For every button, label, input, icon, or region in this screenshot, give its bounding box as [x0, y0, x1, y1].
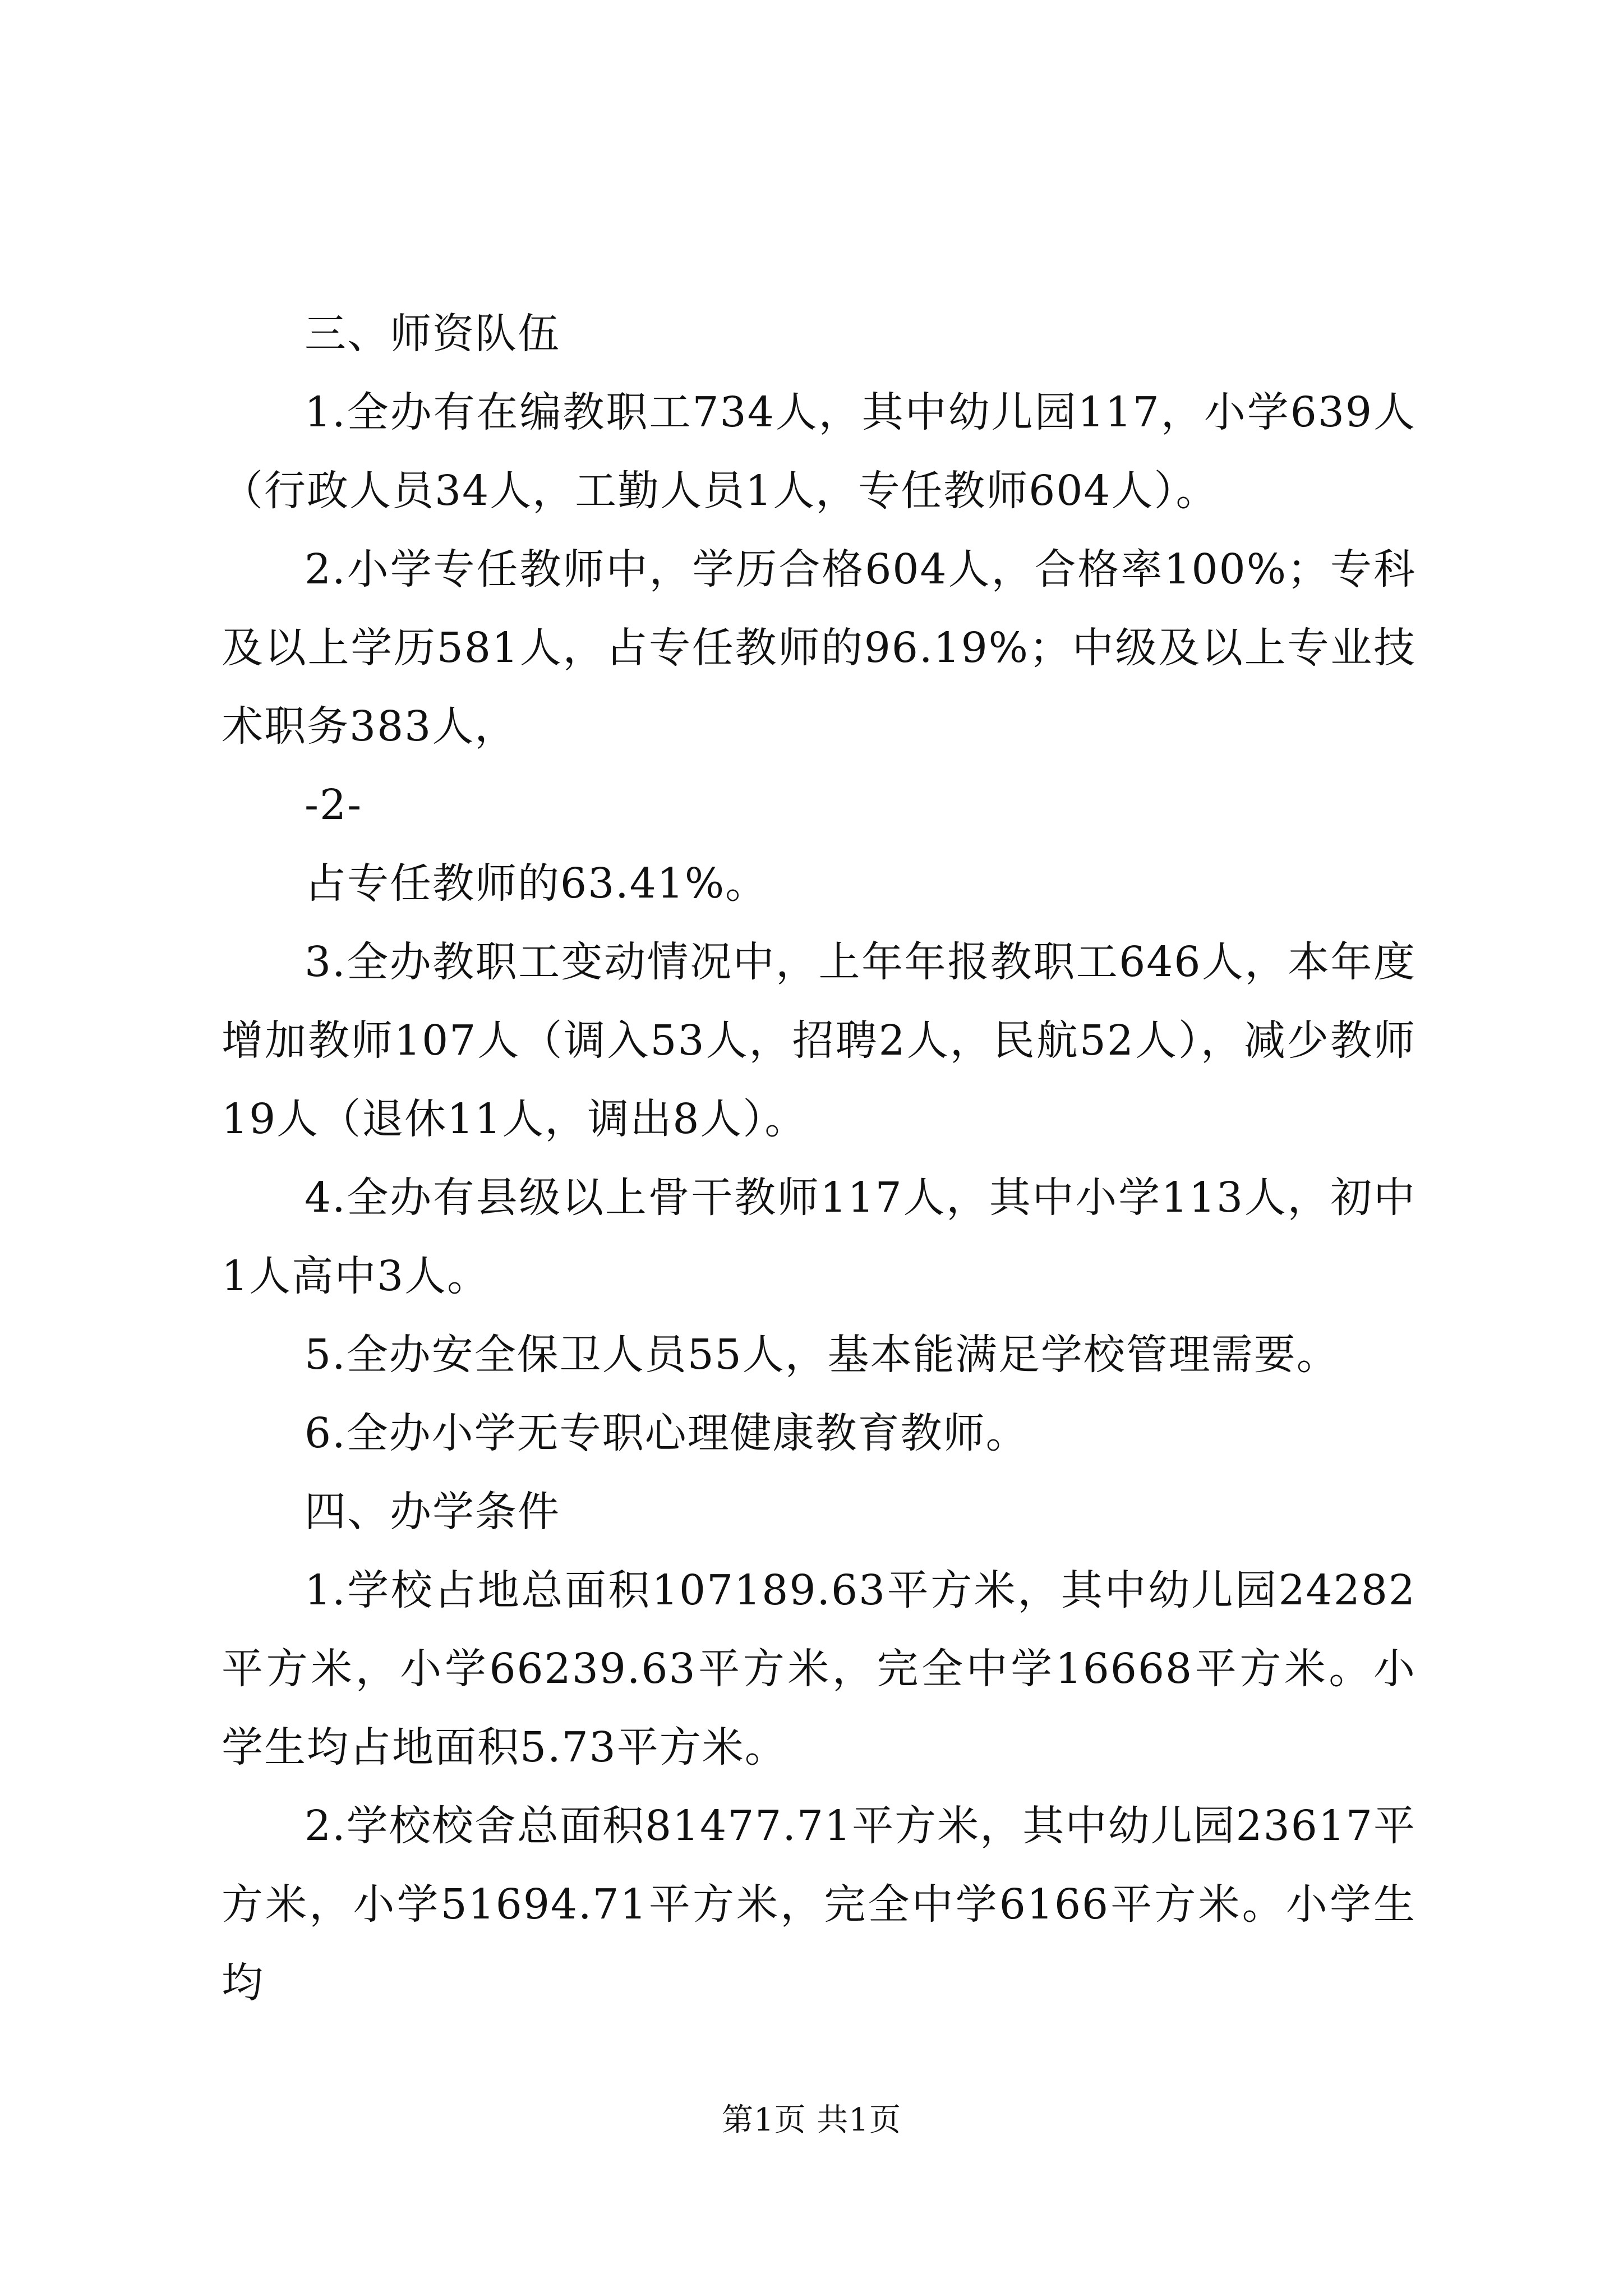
section-heading-conditions: 四、办学条件	[305, 1488, 560, 1536]
paragraph-key-teachers: 4.全办有县级以上骨干教师117人，其中小学113人，初中1人高中3人。	[222, 1174, 1416, 1300]
paragraph-staff-changes: 3.全办教职工变动情况中，上年年报教职工646人，本年度增加教师107人（调入53人，招聘2人，民航52人），减少教师19人（退休11人，调出8人）。	[222, 938, 1416, 1143]
document-body	[222, 295, 1416, 2022]
paragraph-psychology-teachers: 6.全办小学无专职心理健康教育教师。	[305, 1409, 1029, 1457]
paragraph-teacher-qualification-cont: 占专任教师的63.41%。	[305, 859, 768, 908]
page-footer: 第1页 共1页	[721, 2102, 902, 2138]
paragraph-land-area: 1.学校占地总面积107189.63平方米，其中幼儿园24282平方米，小学66239.63平方米，完全中学16668平方米。小学生均占地面积5.73平方米。	[222, 1566, 1416, 1772]
page-number-marker: -2-	[305, 781, 363, 829]
paragraph-teacher-qualification: 2.小学专任教师中，学历合格604人，合格率100%；专科及以上学历581人，占专任教师的96.19%；中级及以上专业技术职务383人，	[222, 545, 1416, 751]
paragraph-staff-count: 1.全办有在编教职工734人，其中幼儿园117，小学639人（行政人员34人，工勤人员1人，专任教师604人）。	[222, 388, 1416, 515]
paragraph-security-staff: 5.全办安全保卫人员55人，基本能满足学校管理需要。	[305, 1331, 1339, 1379]
section-heading-teachers: 三、师资队伍	[305, 310, 560, 358]
paragraph-building-area: 2.学校校舍总面积81477.71平方米，其中幼儿园23617平方米，小学51694.71平方米，完全中学6166平方米。小学生均	[222, 1802, 1416, 2007]
